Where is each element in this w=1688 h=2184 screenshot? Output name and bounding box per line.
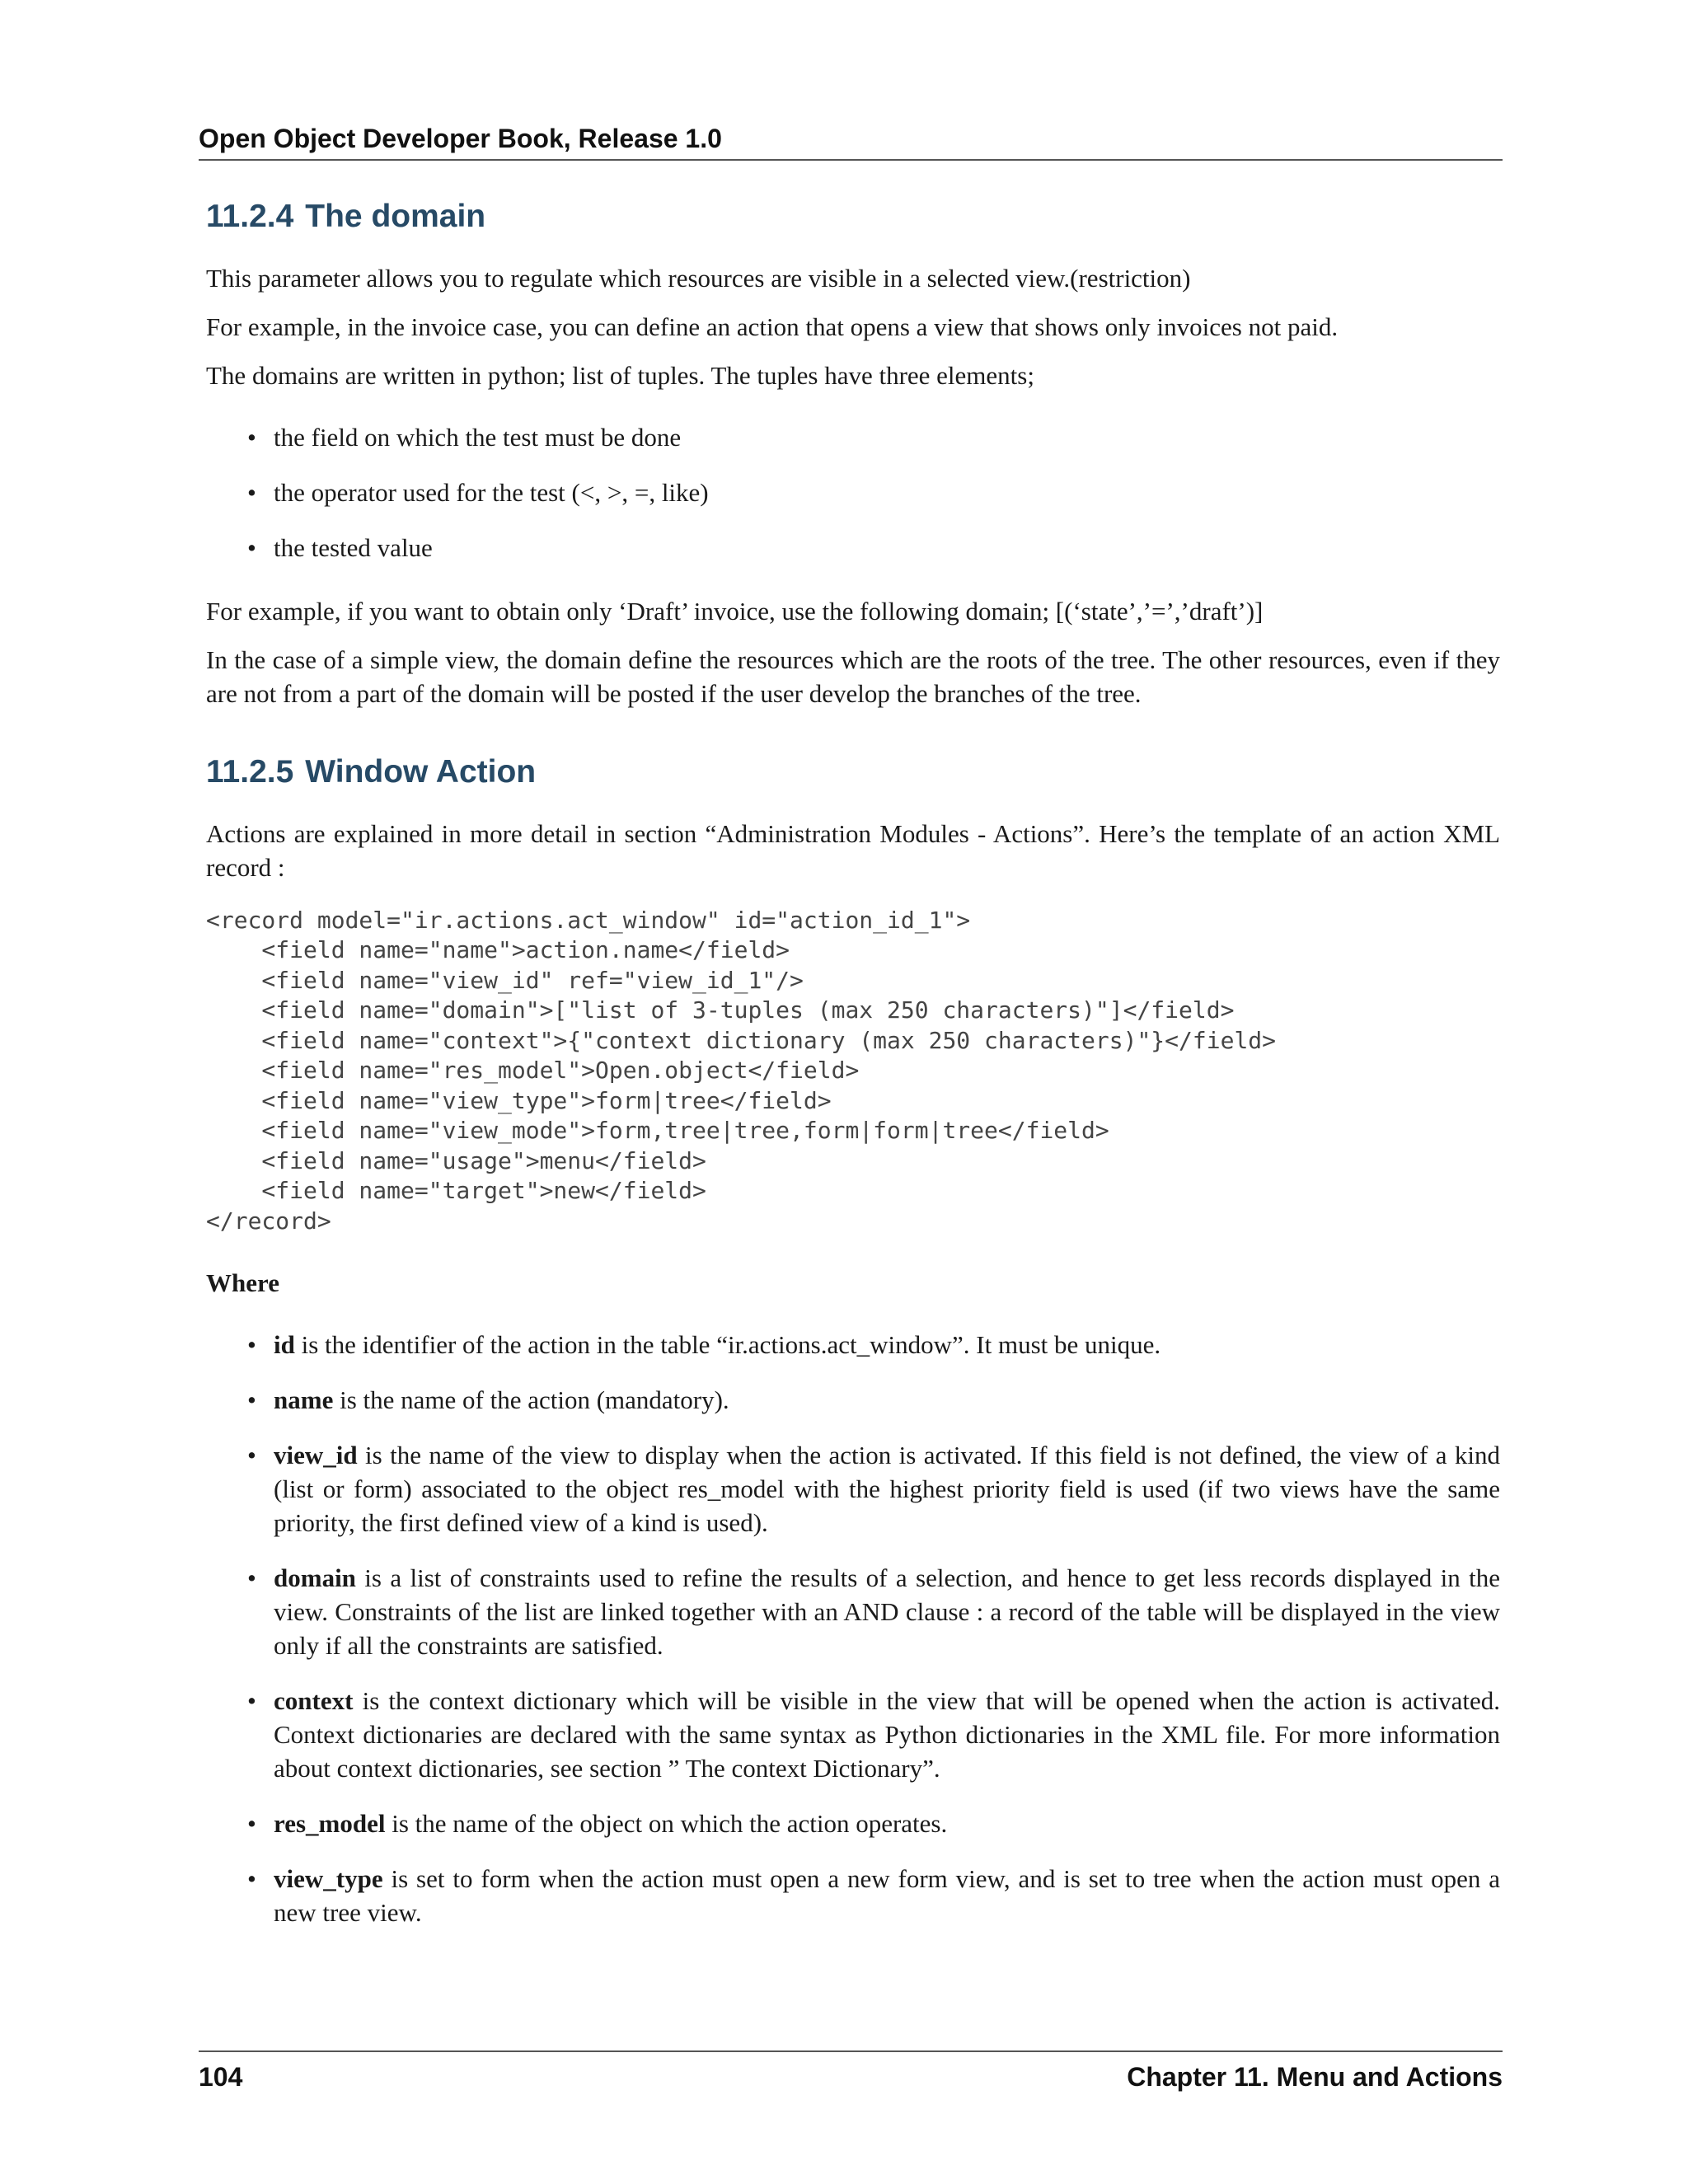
list-item: [274, 1438, 1500, 1540]
definition-text: is the name of the object on which the action operates.: [385, 1809, 948, 1839]
list-item: [274, 1328, 1500, 1361]
paragraph: For example, in the invoice case, you can define an action that opens a view that shows only invoices not paid.: [206, 312, 1339, 341]
chapter-title: Chapter 11. Menu and Actions: [1127, 2062, 1503, 2092]
section-number: 11.2.5: [206, 753, 294, 790]
list-item: [274, 1383, 1500, 1417]
running-header: Open Object Developer Book, Release 1.0: [199, 124, 1503, 161]
list-item: • the operator used for the test (<, >, =, like): [274, 476, 1500, 509]
paragraph: In the case of a simple view, the domain define the resources which are the roots of the tree. The other resources, even if they are not from a part of the domain will be posted if the user develop the branches of the tree.: [206, 644, 1500, 708]
running-footer: [199, 2050, 1503, 2093]
section-title: The domain: [305, 199, 486, 234]
definition-term: view_type: [274, 1864, 383, 1894]
definition-text: is the name of the view to display when the action is activated. If this field is not defined, the view of a kind (list or form) associated to the object res_model with the highest priority field is used (if two views have the same priority, the first defined view of a kind is used).: [274, 1441, 1500, 1538]
list-item: [274, 1561, 1500, 1662]
definition-term: res_model: [274, 1809, 386, 1839]
code-block: <record model="ir.actions.act_window" id="action_id_1"> <field name="name">action.name</field> <field name="view_id" ref="view_id_1"/> <field name="domain">["list of 3-tuples (max 250 characters)"]</field> <field name="context">{"context dictionary (max 250 characters)"}</field> <field name="res_model">Open.object</field> <field name="view_type">form|tree</field> <field name="view_mode">form,tree|tree,form|form|tree</field> <field name="usage">menu</field> <field name="target">new</field> </record>: [206, 906, 1277, 1235]
list-item: • the field on which the test must be done: [274, 420, 1500, 454]
paragraph: The domains are written in python; list of tuples. The tuples have three elements;: [206, 360, 1034, 390]
definition-text: is the context dictionary which will be visible in the view that will be opened when the action is activated. Context dictionaries are declared with the same syntax as Python dictionaries in the XML file. For more information about context dictionaries, see section ” The context Dictionary”.: [274, 1686, 1500, 1783]
paragraph: For example, if you want to obtain only ‘Draft’ invoice, use the following domain; [(‘state’,’=’,’draft’)]: [206, 596, 1264, 626]
definition-text: is the identifier of the action in the table “ir.actions.act_window”. It must be unique.: [294, 1330, 1161, 1360]
section-heading-window-action: [206, 753, 1500, 792]
definition-term: id: [274, 1330, 295, 1360]
definitions-list: [206, 1328, 1500, 1929]
section-heading-domain: [206, 198, 1500, 237]
paragraph: This parameter allows you to regulate which resources are visible in a selected view.(restriction): [206, 263, 1191, 293]
tuple-elements-list: [206, 420, 1500, 565]
paragraph: Actions are explained in more detail in section “Administration Modules - Actions”. Here’s the template of an action XML record :: [206, 818, 1500, 882]
section-title: Window Action: [305, 753, 537, 790]
list-item: [274, 1684, 1500, 1785]
document-page: [199, 0, 1503, 2184]
definition-text: is a list of constraints used to refine the results of a selection, and hence to get less records displayed in the view. Constraints of the list are linked together with an AND clause : a record of the table will be displayed in the view only if all the constraints are satisfied.: [274, 1563, 1500, 1661]
where-label: Where: [206, 1268, 279, 1298]
page-number: 104: [199, 2062, 243, 2092]
definition-term: domain: [274, 1563, 356, 1593]
definition-term: context: [274, 1686, 354, 1716]
list-item: [274, 1862, 1500, 1929]
page-content: [206, 198, 1500, 1959]
definition-text: is set to form when the action must open a new form view, and is set to tree when the action must open a new tree view.: [274, 1864, 1500, 1928]
section-number: 11.2.4: [206, 199, 294, 234]
definition-term: view_id: [274, 1441, 358, 1470]
list-item: [274, 1807, 1500, 1840]
list-item: • the tested value: [274, 531, 1500, 565]
definition-term: name: [274, 1385, 334, 1415]
definition-text: is the name of the action (mandatory).: [333, 1385, 729, 1415]
